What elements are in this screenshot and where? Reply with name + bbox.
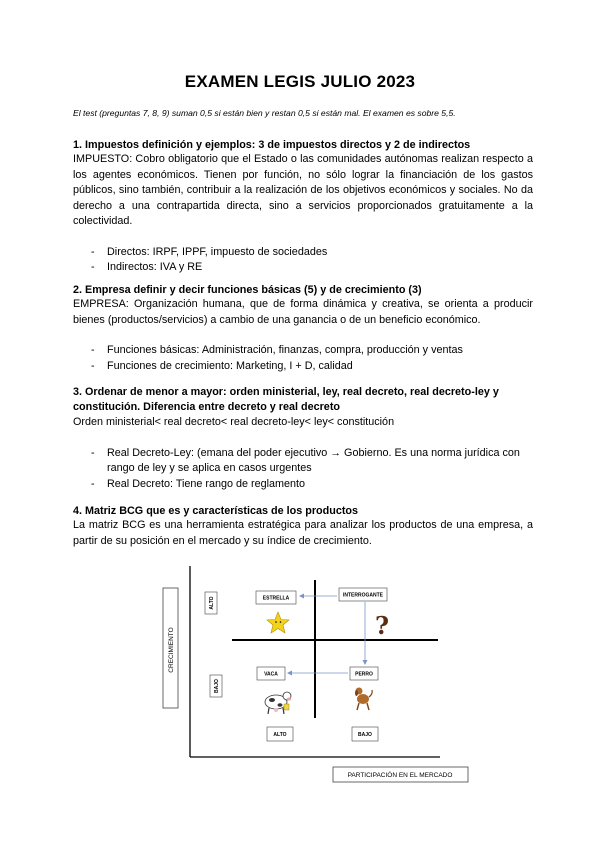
list-item: - Funciones de crecimiento: Marketing, I + D, calidad — [91, 359, 353, 372]
question-mark-icon: ? — [374, 611, 390, 640]
question-label: INTERROGANTE — [343, 592, 383, 599]
list-item: - Real Decreto-Ley: (emana del poder ejecutivo → Gobierno. Es una norma jurídica con rango de ley y se aplica en casos urgentes — [91, 446, 520, 474]
arrow-head-icon — [363, 660, 368, 665]
section-heading: 2. Empresa definir y decir funciones básicas (5) y de crecimiento (3) — [73, 284, 422, 296]
star-label: ESTRELLA — [262, 595, 290, 602]
y-axis-label: CRECIMIENTO — [168, 627, 175, 673]
page-title: EXAMEN LEGIS JULIO 2023 — [184, 72, 416, 91]
section-heading: 4. Matriz BCG que es y características de los productos — [73, 505, 359, 517]
list-item: - Indirectos: IVA y RE — [91, 261, 203, 273]
y-high-label: ALTO — [209, 596, 215, 610]
list-item: - Real Decreto: Tiene rango de reglamento — [91, 477, 306, 490]
x-axis-label: PARTICIPACIÓN EN EL MERCADO — [347, 772, 453, 779]
dog-icon — [355, 688, 372, 711]
section-body: Orden ministerial< real decreto< real decreto-ley< ley< constitución — [73, 416, 395, 428]
exam-note: El test (preguntas 7, 8, 9) suman 0,5 si están bien y restan 0,5 si están mal. El examen es sobre 5,5. — [73, 108, 456, 118]
arrow-head-icon — [299, 594, 304, 599]
cow-label: VACA — [264, 671, 278, 678]
arrow-head-icon — [287, 671, 292, 676]
star-icon — [267, 612, 289, 633]
y-low-label: BAJO — [214, 679, 220, 693]
x-high-label: ALTO — [273, 732, 287, 738]
x-low-label: BAJO — [358, 732, 372, 738]
section-heading: 3. Ordenar de menor a mayor: orden ministerial, ley, real decreto, real decreto-ley y constitución. Diferencia entre decreto y real decreto — [73, 386, 499, 413]
section-body: EMPRESA: Organización humana, que de forma dinámica y creativa, se orienta a producir bienes (productos/servicios) a cambio de una ganancia o de un beneficio económico. — [73, 298, 533, 326]
cow-icon — [265, 692, 291, 714]
list-item: - Funciones básicas: Administración, finanzas, compra, producción y ventas — [91, 344, 463, 356]
list-item: - Directos: IRPF, IPPF, impuesto de sociedades — [91, 245, 328, 258]
dog-label: PERRO — [355, 671, 373, 678]
section-body: IMPUESTO: Cobro obligatorio que el Estado o las comunidades autónomas realizan respecto a los agentes económicos. Tienen por función, no sólo lograr la financiación de los gastos públicos, sino también, contribuir a la realización de los objetivos económicos y sociales. No da derecho a una contrapartida directa, sino a servicios proporcionados gratuitamente a la colectividad. — [73, 153, 533, 227]
section-heading: 1. Impuestos definición y ejemplos: 3 de impuestos directos y 2 de indirectos — [73, 139, 471, 151]
section-body: La matriz BCG es una herramienta estratégica para analizar los productos de una empresa, a partir de su posición en el mercado y su índice de crecimiento. — [73, 519, 533, 547]
